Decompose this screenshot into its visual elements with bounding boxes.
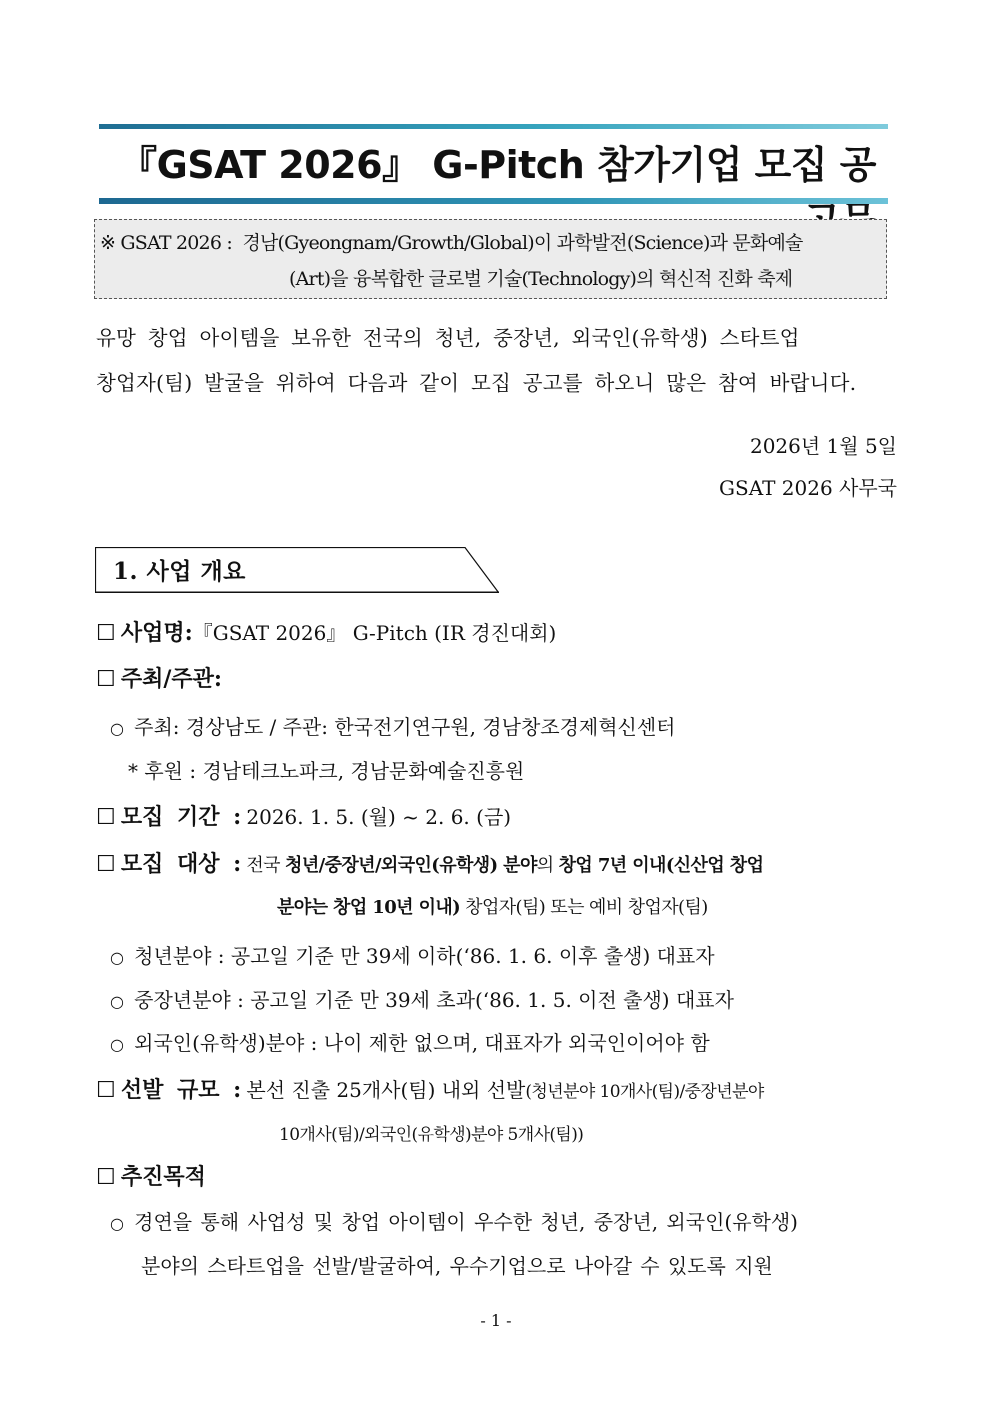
purpose-text-1: 경연을 통해 사업성 및 창업 아이템이 우수한 청년, 중장년, 외국인(유학생) [134,1210,798,1234]
bullet-circle-icon: ○ [110,948,124,967]
page-number: - 1 - [480,1311,512,1330]
host-detail [110,711,676,740]
item-label: 모집 기간 : [120,804,242,830]
bullet-circle-icon: ○ [110,992,124,1011]
item-label: 선발 규모 : [120,1077,242,1103]
note-mark: ※ GSAT 2026 : [100,232,232,254]
target-middle-text: 중장년분야 : 공고일 기준 만 39세 초과(‘86. 1. 5. 이전 출생) 대표자 [134,988,734,1012]
page-title: 『GSAT 2026』 G-Pitch 참가기업 모집 공 [119,143,876,187]
item-label: 주최/주관: [120,666,222,692]
scale-line-2: 10개사(팀)/외국인(유학생)분야 5개사(팀)) [279,1125,584,1145]
target-text-bold: 창업 7년 이내(신산업 창업 [558,855,764,876]
item-period [96,800,511,831]
item-target [96,847,763,878]
item-host [96,662,222,693]
bullet-circle-icon: ○ [110,1214,124,1233]
target-line-2 [277,893,708,919]
item-label: 추진목적 [120,1164,206,1190]
target-foreign [110,1027,710,1056]
issue-date: 2026년 1월 5일 [749,434,897,458]
intro-line-1: 유망 창업 아이템을 보유한 전국의 청년, 중장년, 외국인(유학생) 스타트업 [96,326,800,350]
bullet-circle-icon: ○ [110,719,124,738]
target-text: 창업자(팀) 또는 예비 창업자(팀) [465,897,708,918]
issuer: GSAT 2026 사무국 [719,476,897,500]
target-text-bold: 청년/중장년/외국인(유학생) 분야 [285,855,537,876]
target-foreign-text: 외국인(유학생)분야 : 나이 제한 없으며, 대표자가 외국인이어야 함 [134,1031,710,1055]
purpose-text-2: 분야의 스타트업을 선발/발굴하여, 우수기업으로 나아갈 수 있도록 지원 [141,1254,773,1278]
target-youth-text: 청년분야 : 공고일 기준 만 39세 이하(‘86. 1. 6. 이후 출생) 대표자 [134,944,715,968]
checkbox-square-icon: ☐ [96,1165,116,1190]
title-top-bar [99,124,888,129]
item-value: 『GSAT 2026』 G-Pitch (IR 경진대회) [192,621,557,645]
scale-text: 본선 진출 25개사(팀) 내외 선발 [246,1078,526,1102]
checkbox-square-icon: ☐ [96,1078,116,1103]
checkbox-square-icon: ☐ [96,852,116,877]
target-text: 전국 [246,855,280,876]
section-title: 1. 사업 개요 [113,558,246,585]
item-label: 사업명: [120,620,193,646]
target-middle [110,984,734,1013]
host-line: 주최: 경상남도 / 주관: 한국전기연구원, 경남창조경제혁신센터 [134,715,676,739]
item-business-name [96,616,556,647]
checkbox-square-icon: ☐ [96,621,116,646]
title-bottom-bar [99,198,888,204]
note-line-1 [100,228,803,255]
sponsor-line: * 후원 : 경남테크노파크, 경남문화예술진흥원 [128,759,525,783]
bullet-circle-icon: ○ [110,1035,124,1054]
target-text: 의 [536,855,554,876]
note-text-2: (Art)을 융복합한 글로벌 기술(Technology)의 혁신적 진화 축제 [289,268,793,290]
checkbox-square-icon: ☐ [96,805,116,830]
note-text-1: 경남(Gyeongnam/Growth/Global)이 과학발전(Science)과 문화예술 [242,232,803,254]
target-text-bold: 분야는 창업 10년 이내) [277,897,461,918]
item-scale [96,1073,764,1104]
purpose-line-1 [110,1206,798,1235]
item-purpose [96,1160,206,1191]
target-youth [110,940,715,969]
intro-line-2: 창업자(팀) 발굴을 위하여 다음과 같이 모집 공고를 하오니 많은 참여 바랍니다. [96,371,857,395]
item-label: 모집 대상 : [120,851,242,877]
scale-text-small: (청년분야 10개사(팀)/중장년분야 [525,1082,764,1102]
item-value: 2026. 1. 5. (월) ~ 2. 6. (금) [246,805,512,829]
checkbox-square-icon: ☐ [96,667,116,692]
